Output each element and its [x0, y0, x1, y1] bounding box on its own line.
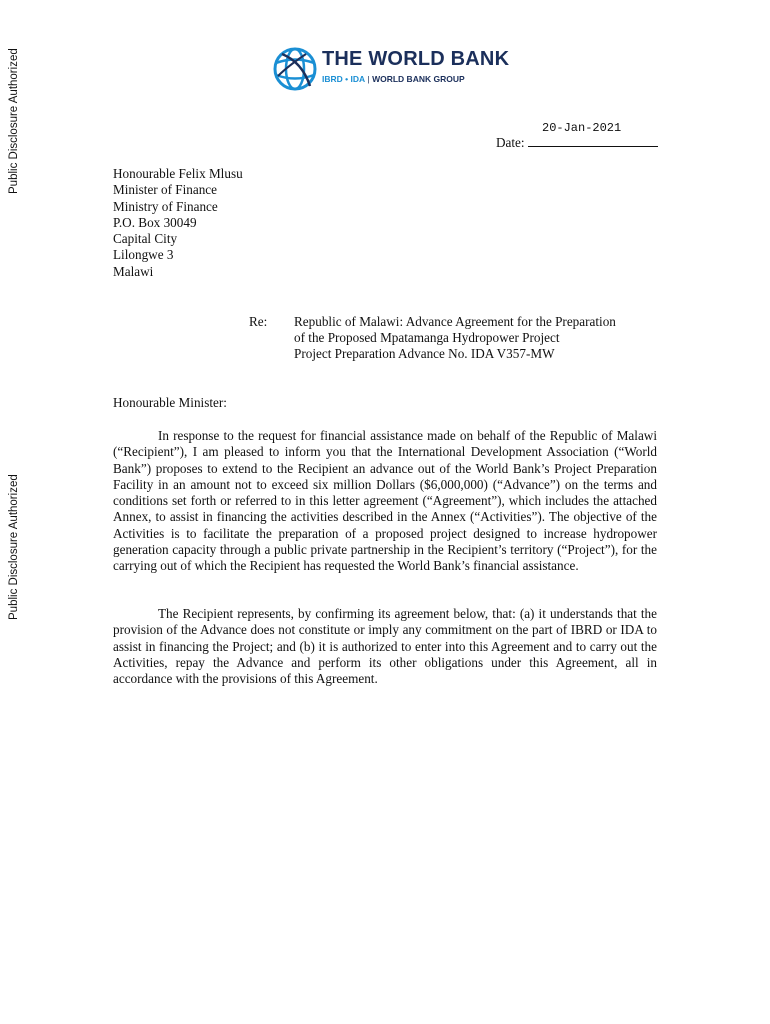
address-line: Ministry of Finance	[113, 198, 218, 214]
public-disclosure-notice-middle: Public Disclosure Authorized	[8, 474, 20, 620]
address-line: Capital City	[113, 231, 178, 247]
public-disclosure-notice-top: Public Disclosure Authorized	[8, 48, 20, 194]
address-line: Minister of Finance	[113, 182, 218, 198]
logo-ibrd-ida: IBRD • IDA	[322, 74, 366, 84]
body-paragraph-1: In response to the request for financial assistance made on behalf of the Republic of Malawi (“Recipient”), I am pleased to inform you that the International Development Association (“World Bank”) proposes to extend to the Recipient an advance out of the World Bank’s Project Preparation Facility in an amount not to exceed six million Dollars ($6,000,000) (“Advance”) on the terms and conditions set forth or referred to in this letter agreement (“Agreement”), which includes the attached Annex, to assist in financing the activities described in the Annex (“Activities”). The objective of the Activities is to facilitate the preparation of a proposed project designed to increase hydropower generation capacity through a public private partnership in the Recipient’s territory (“Project”), for the carrying out of which the Recipient has requested the World Bank’s financial assistance.	[113, 428, 657, 574]
date-label: Date:	[496, 135, 525, 150]
re-line: Project Preparation Advance No. IDA V357-MW	[294, 346, 555, 361]
logo-group: WORLD BANK GROUP	[372, 74, 465, 84]
re-subject	[294, 314, 616, 362]
body-paragraph-2: The Recipient represents, by confirming its agreement below, that: (a) it understands that the provision of the Advance does not constitute or imply any commitment on the part of IBRD or IDA to assist in financing the Project; and (b) it is authorized to enter into this Agreement and to carry out the Activities, repay the Advance and perform its other obligations under this Agreement, all in accordance with the provisions of this Agreement.	[113, 606, 657, 687]
re-line: of the Proposed Mpatamanga Hydropower Project	[294, 330, 560, 345]
world-bank-logo	[272, 44, 512, 94]
date-blank-line	[528, 134, 658, 147]
re-label: Re:	[249, 314, 268, 329]
re-line: Republic of Malawi: Advance Agreement for the Preparation	[294, 314, 616, 329]
address-line: Lilongwe 3	[113, 247, 174, 263]
recipient-address	[113, 166, 243, 280]
address-line: Malawi	[113, 263, 154, 279]
address-line: Honourable Felix Mlusu	[113, 166, 243, 181]
logo-subtitle	[322, 74, 465, 84]
salutation: Honourable Minister:	[113, 395, 227, 410]
address-line: P.O. Box 30049	[113, 214, 197, 230]
date-field	[496, 134, 658, 151]
date-stamp: 20-Jan-2021	[542, 121, 622, 135]
logo-separator: |	[367, 74, 370, 84]
logo-title: THE WORLD BANK	[322, 48, 510, 70]
globe-icon	[272, 46, 318, 92]
